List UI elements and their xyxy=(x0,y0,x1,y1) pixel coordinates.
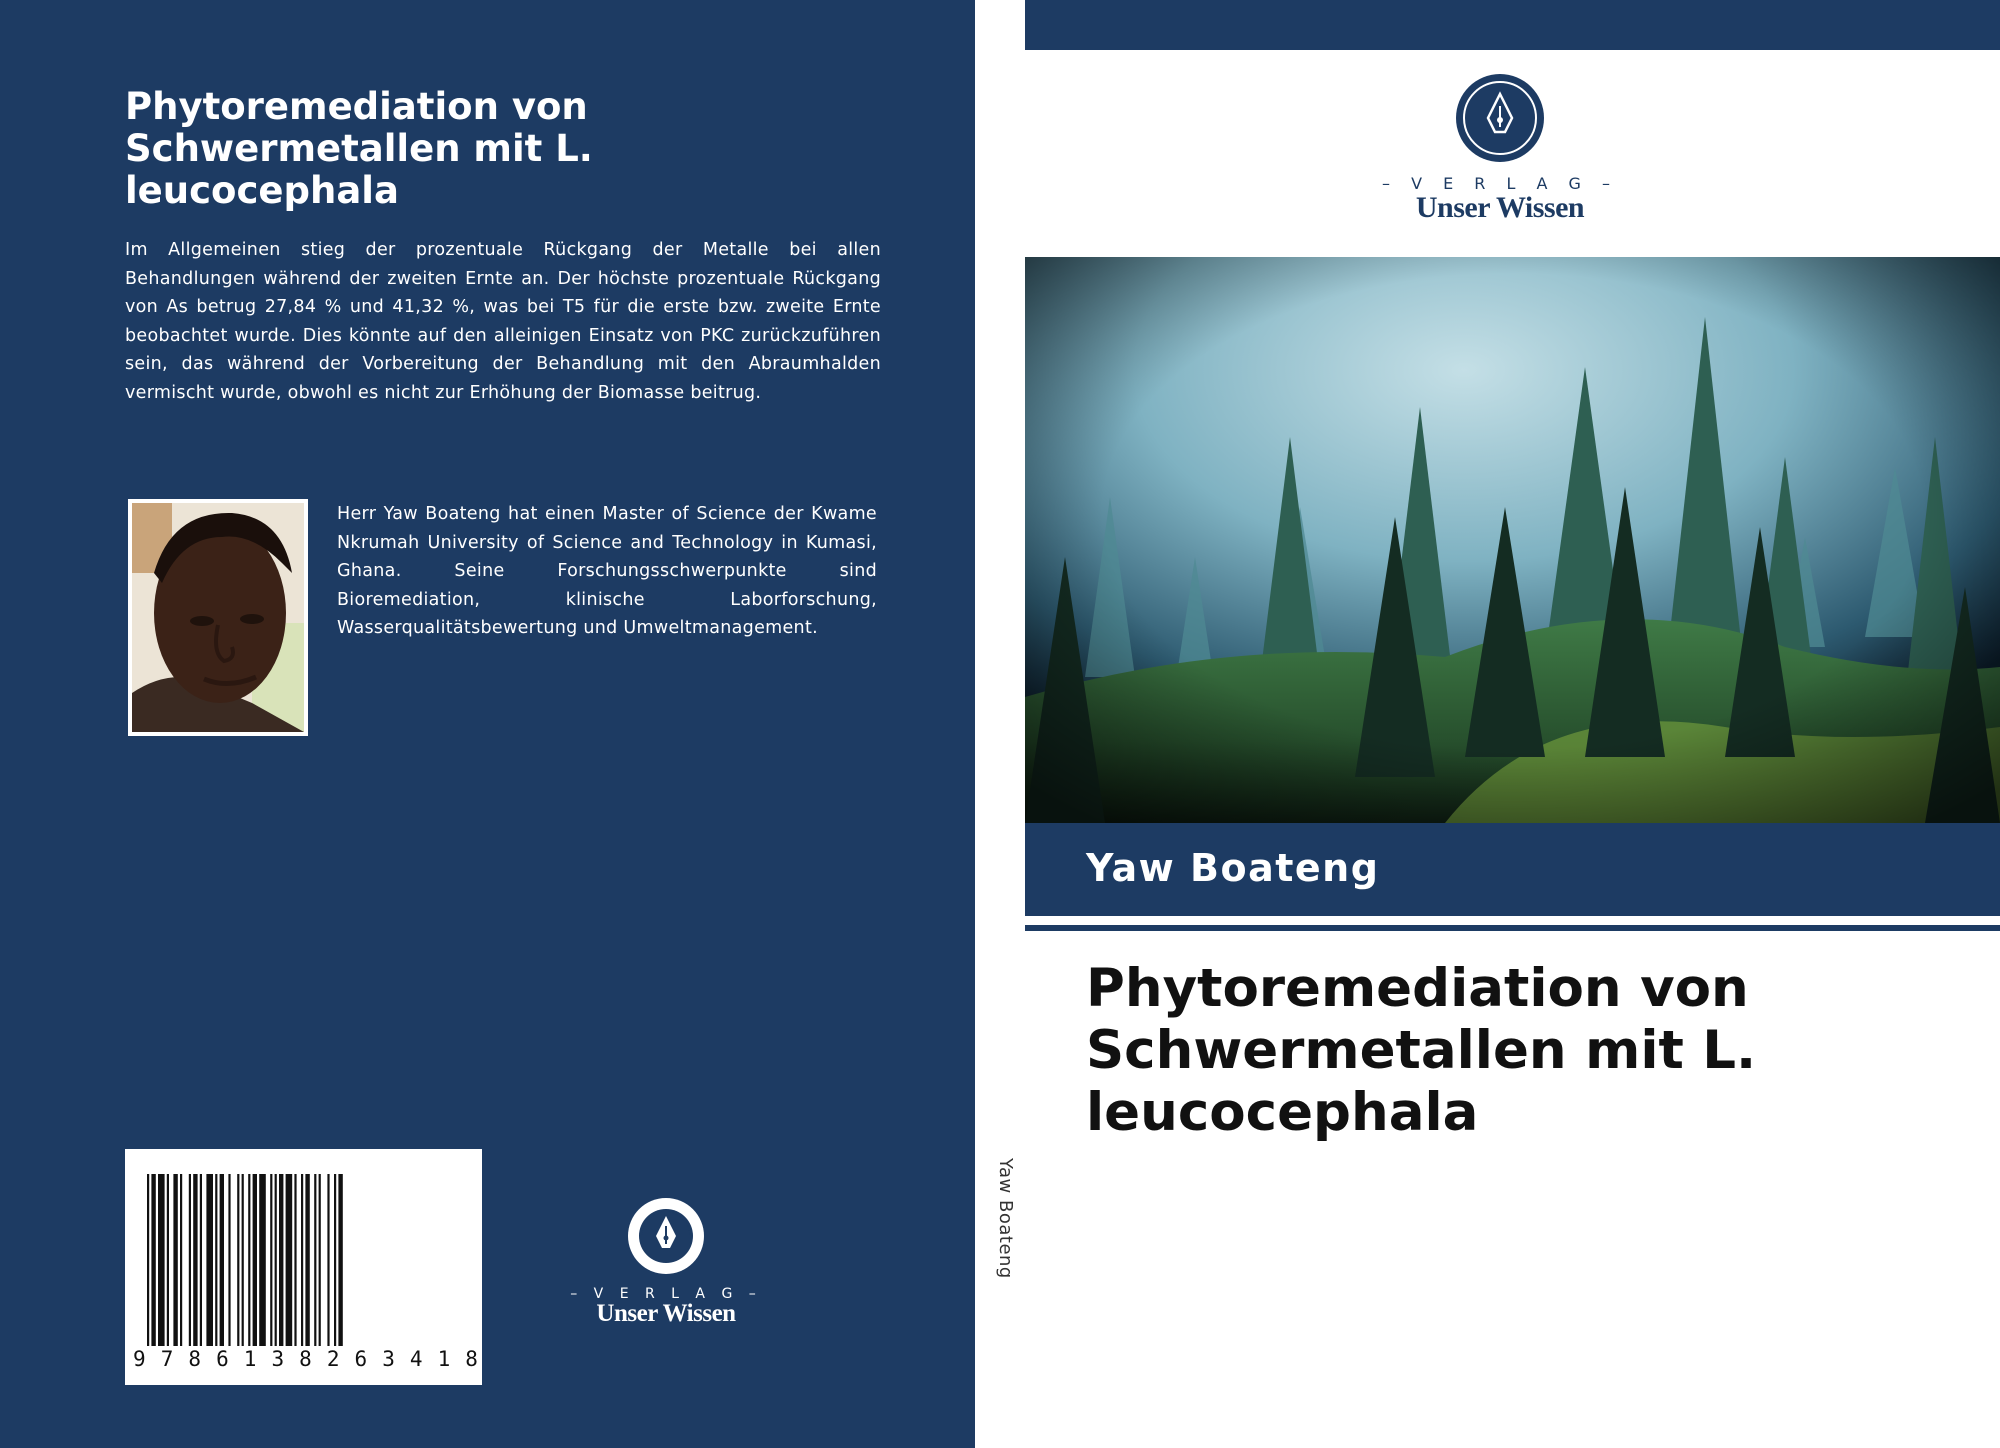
barcode-bar xyxy=(147,1174,149,1346)
barcode-bar xyxy=(173,1174,177,1346)
isbn-digit: 2 xyxy=(326,1347,340,1371)
barcode-bar xyxy=(319,1174,321,1346)
isbn-digit: 6 xyxy=(354,1347,368,1371)
publisher-name: Unser Wissen xyxy=(596,1300,736,1327)
barcode-bars xyxy=(125,1149,482,1349)
barcode-bar xyxy=(259,1174,266,1346)
author-portrait-image xyxy=(132,503,304,732)
isbn-digit: 1 xyxy=(243,1347,257,1371)
isbn-digit: 3 xyxy=(271,1347,285,1371)
spine-author: Yaw Boateng xyxy=(995,1158,1016,1279)
barcode-bar xyxy=(279,1174,283,1346)
barcode-bar xyxy=(167,1174,169,1346)
front-top-bar xyxy=(1025,0,2000,50)
isbn-digit: 1 xyxy=(437,1347,451,1371)
barcode-bar xyxy=(158,1174,165,1346)
cover-photo xyxy=(1025,257,2000,823)
barcode-bar xyxy=(275,1174,277,1346)
barcode-bar xyxy=(286,1174,293,1346)
barcode-bar xyxy=(248,1174,250,1346)
isbn-digit: 4 xyxy=(409,1347,423,1371)
publisher-name: Unser Wissen xyxy=(1415,191,1585,224)
back-cover-blurb: Im Allgemeinen stieg der prozentuale Rückgang der Metalle bei allen Behandlungen während der zweiten Ernte an. Der höchste prozentuale Rückgang von As betrug 27,84 % und 41,32 %, was bei T5 für die erste bzw. zweite Ernte beobachtet wurde. Dies könnte auf den alleinigen Einsatz von PKC zurückzuführen sein, das während der Vorbereitung der Behandlung mit den Abraumhalden vermischt wurde, obwohl es nicht zur Erhöhung der Biomasse beitrug. xyxy=(125,240,881,403)
barcode-bar xyxy=(151,1174,155,1346)
barcode-bar xyxy=(228,1174,230,1346)
barcode-bar xyxy=(294,1174,296,1346)
pen-nib-seal-icon xyxy=(626,1196,706,1276)
isbn-digit: 6 xyxy=(216,1347,229,1371)
barcode-bar xyxy=(253,1174,257,1346)
barcode-bar xyxy=(206,1174,213,1346)
barcode-bar xyxy=(180,1174,182,1346)
isbn-digit: 8 xyxy=(188,1347,202,1371)
back-cover-title: Phytoremediation von Schwermetallen mit L. leucocephala xyxy=(125,85,593,212)
barcode-bar xyxy=(327,1174,329,1346)
barcode-bar xyxy=(189,1174,191,1346)
barcode-bar xyxy=(301,1174,303,1346)
front-cover-title: Phytoremediation von Schwermetallen mit L. leucocephala xyxy=(1086,958,1757,1143)
barcode-bar xyxy=(270,1174,272,1346)
isbn-digit: 8 xyxy=(465,1347,478,1371)
barcode-bar xyxy=(200,1174,202,1346)
author-bio: Herr Yaw Boateng hat einen Master of Science der Kwame Nkrumah University of Science and Technology in Kumasi, Ghana. Seine Forschungsschwerpunkte sind Bioremediation, klinische Laborforschung, Wasserqualitätsbewertung und Umweltmanagement. xyxy=(337,504,877,638)
barcode-bar xyxy=(242,1174,244,1346)
barcode-bar xyxy=(334,1174,336,1346)
back-cover xyxy=(0,0,975,1448)
isbn-number xyxy=(133,1347,478,1375)
barcode-bar xyxy=(305,1174,309,1346)
publisher-verlag-label: – V E R L A G – xyxy=(1381,174,1619,193)
isbn-digit: 8 xyxy=(299,1347,312,1371)
publisher-verlag-label: – V E R L A G – xyxy=(570,1286,762,1302)
divider-rule xyxy=(1025,925,2000,931)
barcode-bar xyxy=(215,1174,217,1346)
author-photo xyxy=(128,499,308,736)
barcode-bar xyxy=(338,1174,342,1346)
barcode-bar xyxy=(314,1174,316,1346)
isbn-digit: 3 xyxy=(382,1347,395,1371)
barcode-bar xyxy=(220,1174,224,1346)
barcode-bar xyxy=(193,1174,197,1346)
isbn-digit: 7 xyxy=(160,1347,174,1371)
front-publisher-logo xyxy=(1380,72,1620,225)
front-author-name: Yaw Boateng xyxy=(1086,846,1380,890)
back-publisher-logo xyxy=(560,1196,772,1328)
isbn-digit: 9 xyxy=(133,1347,146,1371)
isbn-barcode xyxy=(125,1149,482,1385)
barcode-bar xyxy=(237,1174,239,1346)
pen-nib-seal-icon xyxy=(1454,72,1546,164)
misty-forest-image xyxy=(1025,257,2000,823)
